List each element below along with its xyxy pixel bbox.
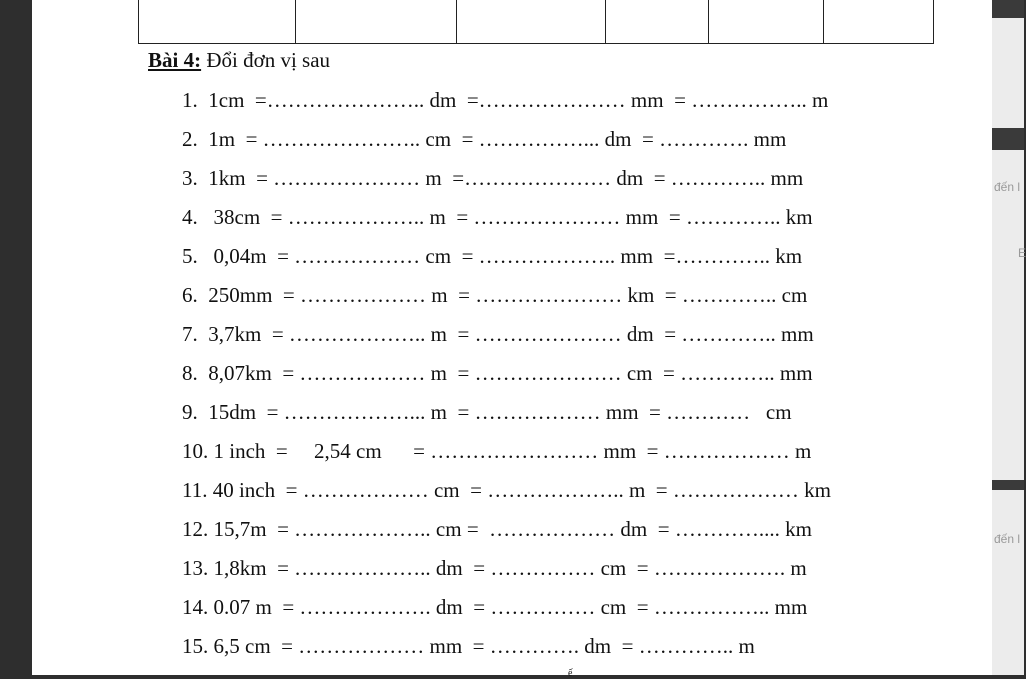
- exercise-item: 8. 8,07km = ……………… m = ………………… cm = ………….. mm: [182, 361, 813, 385]
- table-cell: [606, 0, 709, 44]
- exercise-item: 5. 0,04m = ……………… cm = ……………….. mm =………….. km: [182, 244, 803, 268]
- exercise-instruction: Đổi đơn vị sau: [206, 48, 331, 72]
- exercise-item: 9. 15dm = ………………... m = ……………… mm = ………… cm: [182, 400, 792, 424]
- table-cell: [709, 0, 824, 44]
- exercise-item: 10. 1 inch = 2,54 cm = …………………… mm = ……………… m: [182, 439, 812, 463]
- footer-mark: ế: [568, 668, 573, 679]
- table-bottom-edge: [138, 0, 934, 46]
- table-cell: [457, 0, 606, 44]
- exercise-item: 13. 1,8km = ……………….. dm = …………… cm = ………………. m: [182, 556, 807, 580]
- exercise-item: 7. 3,7km = ……………….. m = ………………… dm = ………….. mm: [182, 322, 814, 346]
- table-cell: [138, 0, 296, 44]
- side-panel-text: đến l: [994, 532, 1021, 546]
- exercise-item: 3. 1km = ………………… m =………………… dm = ………….. mm: [182, 166, 804, 190]
- table-cell: [824, 0, 934, 44]
- exercise-item: 15. 6,5 cm = ……………… mm = …………. dm = ………….. m: [182, 634, 755, 658]
- side-panel-strip: [992, 150, 1024, 480]
- side-panel: [992, 0, 1024, 675]
- exercise-item: 14. 0.07 m = ………………. dm = …………… cm = …………….. mm: [182, 595, 808, 619]
- side-panel-strip: [992, 490, 1024, 675]
- exercise-item: 2. 1m = ………………….. cm = ……………... dm = …………. mm: [182, 127, 787, 151]
- side-panel-strip: [992, 18, 1024, 128]
- exercise-label: Bài 4:: [148, 48, 202, 72]
- exercise-title: [148, 48, 330, 73]
- exercise-item: 11. 40 inch = ……………… cm = ……………….. m = ……………… km: [182, 478, 831, 502]
- side-panel-text: E: [1018, 246, 1026, 260]
- table-cell: [296, 0, 457, 44]
- exercise-item: 1. 1cm =………………….. dm =………………… mm = …………….. m: [182, 88, 829, 112]
- exercise-item: 6. 250mm = ……………… m = ………………… km = ………….. cm: [182, 283, 808, 307]
- document-page: [32, 0, 992, 679]
- exercise-item: 4. 38cm = ……………….. m = ………………… mm = ………….. km: [182, 205, 813, 229]
- exercise-item: 12. 15,7m = ……………….. cm = ……………… dm = ………….... km: [182, 517, 812, 541]
- side-panel-text: đến l: [994, 180, 1021, 194]
